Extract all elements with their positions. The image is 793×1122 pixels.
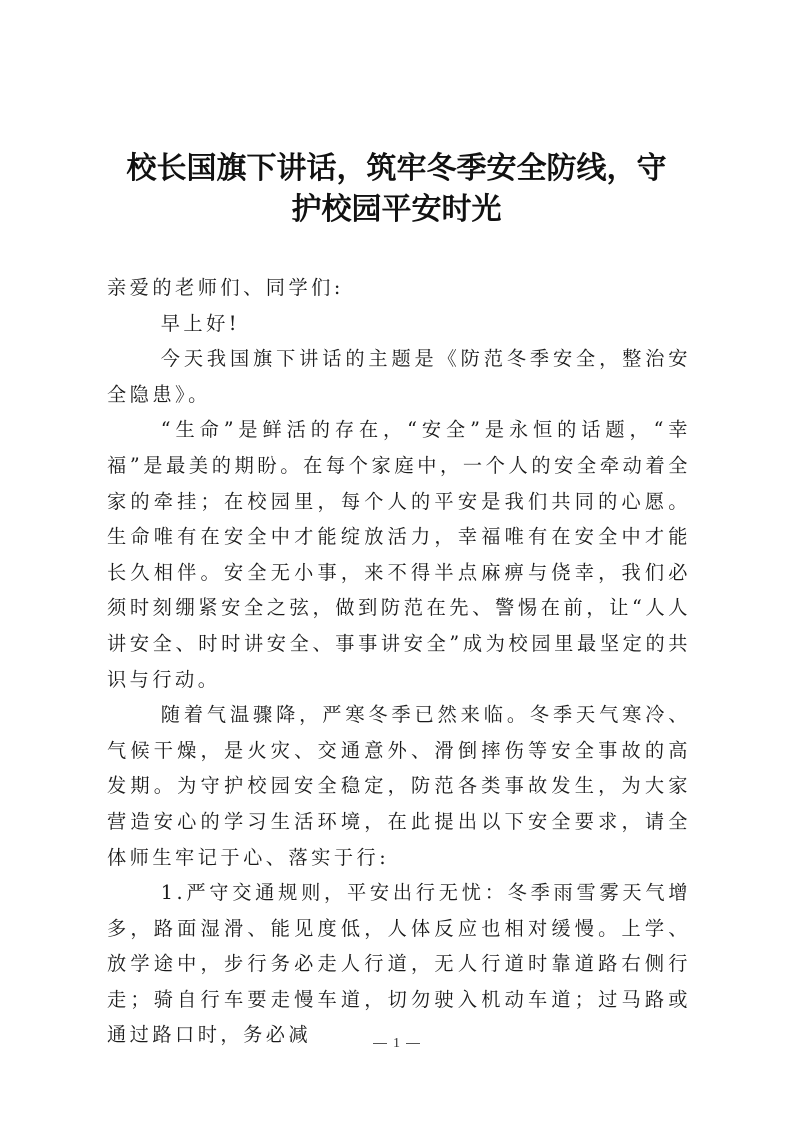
paragraph-traffic-rules: 1.严守交通规则，平安出行无忧：冬季雨雪雾天气增多，路面湿滑、能见度低，人体反应也相对缓慢。上学、放学途中，步行务必走人行道，无人行道时靠道路右侧行走；骑自行车要走慢车道，切勿驶入机动车道；过马路或通过路口时，务必减	[107, 881, 691, 1047]
document-body	[107, 270, 691, 1053]
page-footer	[0, 1036, 793, 1052]
salutation: 亲爱的老师们、同学们:	[107, 276, 344, 299]
document-title	[90, 148, 703, 230]
paragraph-topic: 今天我国旗下讲话的主题是《防范冬季安全，整治安全隐患》。	[107, 347, 691, 406]
paragraph-safety-importance: “生命”是鲜活的存在，“安全”是永恒的话题，“幸福”是最美的期盼。在每个家庭中，一个人的安全牵动着全家的牵挂；在校园里，每个人的平安是我们共同的心愿。生命唯有在安全中才能绽放活力，幸福唯有在安全中才能长久相伴。安全无小事，来不得半点麻痹与侥幸，我们必须时刻绷紧安全之弦，做到防范在先、警惕在前，让“人人讲安全、时时讲安全、事事讲安全”成为校园里最坚定的共识与行动。	[107, 418, 691, 691]
dash-right	[406, 1043, 420, 1044]
dash-left	[373, 1043, 387, 1044]
title-line-2: 护校园平安时光	[291, 192, 502, 227]
title-line-1: 校长国旗下讲话，筑牢冬季安全防线，守	[126, 151, 667, 186]
paragraph-winter-intro: 随着气温骤降，严寒冬季已然来临。冬季天气寒冷、气候干燥，是火灾、交通意外、滑倒摔伤等安全事故的高发期。为守护校园安全稳定，防范各类事故发生，为大家营造安心的学习生活环境，在此提出以下安全要求，请全体师生牢记于心、落实于行:	[107, 703, 691, 869]
page-number: 1	[393, 1036, 400, 1051]
greeting: 早上好!	[160, 311, 241, 335]
